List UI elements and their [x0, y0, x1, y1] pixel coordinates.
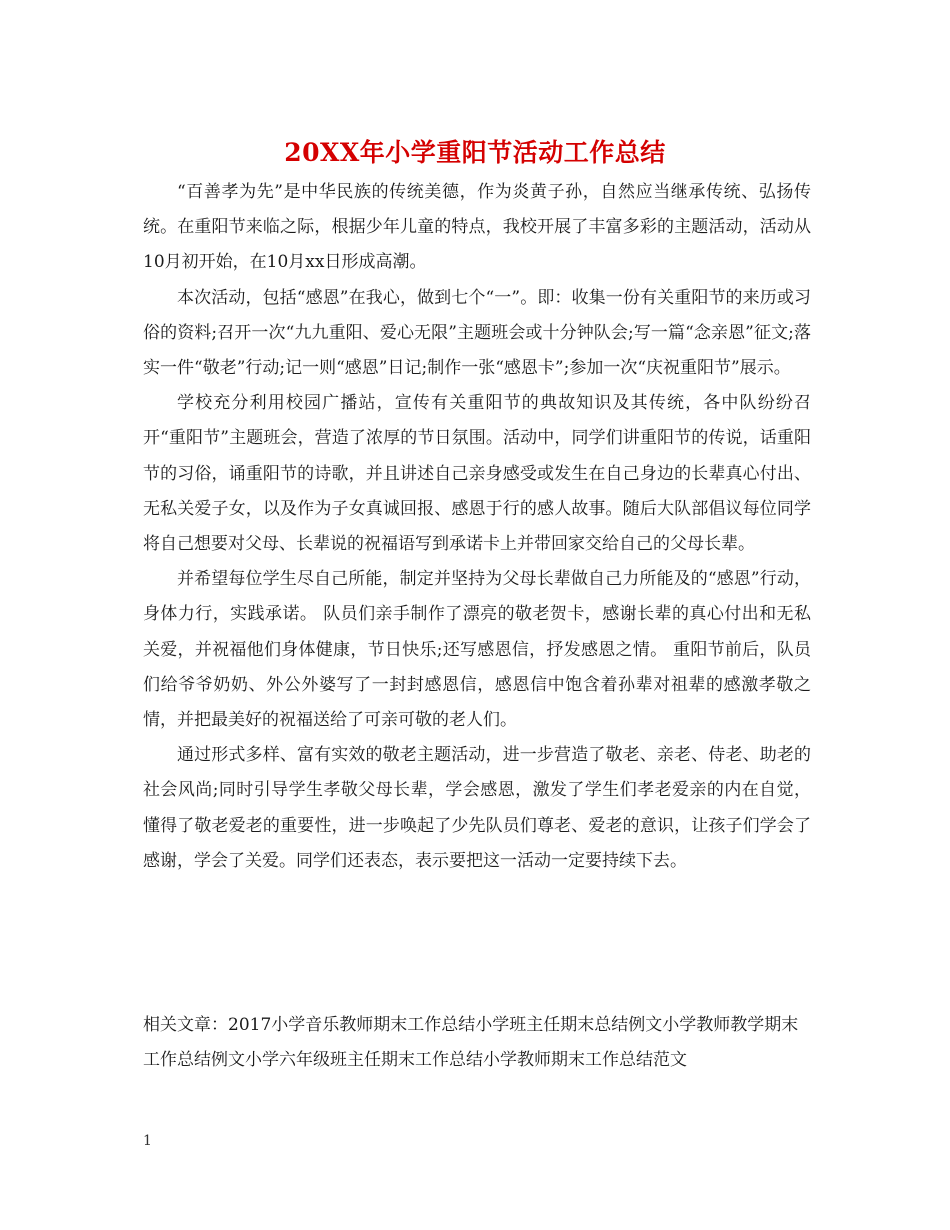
related-articles: 相关文章：2017小学音乐教师期末工作总结小学班主任期末总结例文小学教师教学期末工作总结例文小学六年级班主任期末工作总结小学教师期末工作总结范文 [143, 1015, 799, 1070]
paragraph-activities: 本次活动，包括“感恩”在我心，做到七个“一”。即：收集一份有关重阳节的来历或习俗的资料;召开一次“九九重阳、爱心无限”主题班会或十分钟队会;写一篇“念亲恩”征文;落实一件“敬老”行动;记一则“感恩”日记;制作一张“感恩卡”;参加一次“庆祝重阳节”展示。 [143, 287, 811, 379]
paragraph-broadcast: 学校充分利用校园广播站，宣传有关重阳节的典故知识及其传统，各中队纷纷召开“重阳节”主题班会，营造了浓厚的节日氛围。活动中，同学们讲重阳节的传说，话重阳节的习俗，诵重阳节的诗歌，并且讲述自己亲身感受或发生在自己身边的长辈真心付出、无私关爱子女，以及作为子女真诚回报、感恩于行的感人故事。随后大队部倡议每位同学将自己想要对父母、长辈说的祝福语写到承诺卡上并带回家交给自己的父母长辈。 [143, 393, 811, 555]
page-number: 1 [143, 1133, 152, 1149]
document-body [143, 175, 811, 879]
document-title: 20XX年小学重阳节活动工作总结 [284, 138, 666, 167]
paragraph-actions: 并希望每位学生尽自己所能，制定并坚持为父母长辈做自己力所能及的“感恩”行动，身体力行，实践承诺。 队员们亲手制作了漂亮的敬老贺卡，感谢长辈的真心付出和无私关爱，并祝福他们身体健康，节日快乐;还写感恩信，抒发感恩之情。 重阳节前后，队员们给爷爷奶奶、外公外婆写了一封封感恩信，感恩信中饱含着孙辈对祖辈的感激孝敬之情，并把最美好的祝福送给了可亲可敬的老人们。 [143, 569, 811, 731]
paragraph-conclusion: 通过形式多样、富有实效的敬老主题活动，进一步营造了敬老、亲老、侍老、助老的社会风尚;同时引导学生孝敬父母长辈，学会感恩，激发了学生们孝老爱亲的内在自觉，懂得了敬老爱老的重要性，进一步唤起了少先队员们尊老、爱老的意识，让孩子们学会了感谢，学会了关爱。同学们还表态，表示要把这一活动一定要持续下去。 [143, 745, 811, 871]
paragraph-intro: “百善孝为先”是中华民族的传统美德，作为炎黄子孙，自然应当继承传统、弘扬传统。在重阳节来临之际，根据少年儿童的特点，我校开展了丰富多彩的主题活动，活动从10月初开始，在10月xx日形成高潮。 [143, 182, 811, 273]
